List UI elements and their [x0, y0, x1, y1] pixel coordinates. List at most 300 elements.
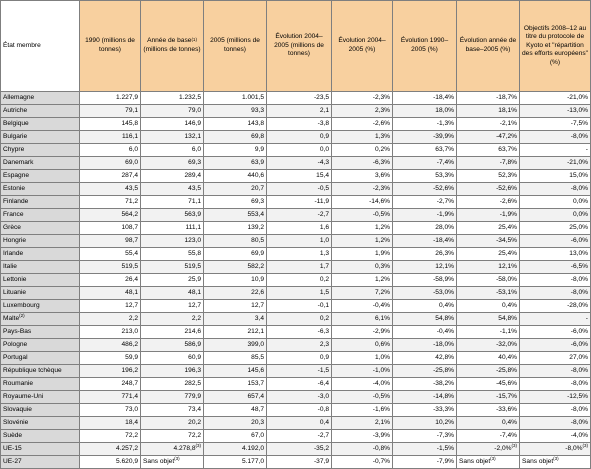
table-cell [393, 339, 457, 352]
table-cell [393, 118, 457, 131]
row-state-name [1, 196, 80, 209]
table-row [1, 170, 591, 183]
cell-value: -8,0% [570, 133, 588, 140]
cell-value: 48,1 [188, 289, 201, 296]
cell-value: 1,2% [374, 276, 390, 283]
row-state-name [1, 443, 80, 456]
cell-value: -0,7% [372, 458, 390, 465]
table-cell [267, 417, 332, 430]
cell-value: 54,8% [498, 315, 517, 322]
cell-value: 143,8 [247, 120, 264, 127]
cell-value: -2,6% [499, 198, 517, 205]
cell-value: 4.192,0 [242, 445, 264, 452]
table-cell [80, 404, 141, 417]
table-cell [204, 248, 267, 261]
cell-value: -1,0% [372, 367, 390, 374]
table-cell [332, 183, 393, 196]
table-row [1, 222, 591, 235]
cell-value: 3,4 [254, 315, 264, 322]
cell-value: 3,6% [374, 172, 390, 179]
table-cell [80, 92, 141, 105]
table-cell [457, 131, 520, 144]
table-cell [267, 287, 332, 300]
table-cell [457, 287, 520, 300]
table-cell [204, 313, 267, 326]
table-cell [204, 118, 267, 131]
cell-value: -15,7% [496, 393, 517, 400]
table-cell [457, 248, 520, 261]
cell-value: 26,4 [125, 276, 138, 283]
state-name-text: Allemagne [3, 94, 35, 101]
table-cell [332, 248, 393, 261]
table-row [1, 365, 591, 378]
table-cell [520, 131, 591, 144]
cell-value: 111,1 [185, 224, 201, 231]
cell-value: 0,9 [319, 133, 329, 140]
table-cell [204, 417, 267, 430]
cell-value: -8,0% [570, 406, 588, 413]
cell-value: -23,5 [313, 94, 329, 101]
table-cell [332, 352, 393, 365]
state-name-text: Slovénie [3, 419, 29, 426]
footnote-marker: (3) [553, 456, 559, 461]
cell-value: -1,9% [436, 211, 454, 218]
cell-value: 69,9 [251, 250, 264, 257]
row-state-name [1, 300, 80, 313]
row-state-name [1, 456, 80, 469]
cell-value: -0,4% [372, 302, 390, 309]
table-cell [80, 430, 141, 443]
table-cell [141, 209, 204, 222]
row-state-name [1, 131, 80, 144]
cell-value: 52,3% [498, 172, 517, 179]
table-cell [80, 196, 141, 209]
state-name-text: Lituanie [3, 289, 27, 296]
table-cell [80, 170, 141, 183]
header-base-label: Année de base [147, 37, 192, 45]
cell-value: 4.257,2 [116, 445, 138, 452]
cell-value: 25,0% [569, 224, 588, 231]
cell-value: -1,3% [436, 120, 454, 127]
cell-value: 5.177,0 [242, 458, 264, 465]
cell-value: -0,8 [317, 406, 329, 413]
cell-value: 214,6 [184, 328, 201, 335]
table-cell [520, 339, 591, 352]
table-cell [204, 170, 267, 183]
state-name-text: Royaume-Uni [3, 393, 44, 400]
table-row [1, 417, 591, 430]
cell-value: 1.232,5 [179, 94, 201, 101]
header-state: État membre [1, 1, 80, 92]
table-cell [204, 378, 267, 391]
table-row [1, 261, 591, 274]
cell-value: 42,8% [435, 354, 454, 361]
cell-value: -7,4% [499, 432, 517, 439]
cell-value: 0,4% [438, 302, 454, 309]
cell-value: 1,6 [319, 224, 329, 231]
table-cell [332, 339, 393, 352]
cell-value: -0,5% [372, 211, 390, 218]
table-cell [267, 352, 332, 365]
cell-value: -6,4 [317, 380, 329, 387]
table-cell [80, 157, 141, 170]
row-state-name [1, 378, 80, 391]
table-cell [204, 404, 267, 417]
cell-value: 0,4 [319, 419, 329, 426]
table-cell [267, 118, 332, 131]
cell-value: -2,3% [372, 185, 390, 192]
table-cell [457, 183, 520, 196]
cell-value: -7,4% [436, 159, 454, 166]
table-cell [393, 430, 457, 443]
cell-value: 2,1 [319, 107, 329, 114]
row-state-name [1, 287, 80, 300]
header-base-unit: (millions de tonnes) [143, 46, 201, 53]
cell-value: 6,0 [128, 146, 138, 153]
table-cell [393, 417, 457, 430]
table-cell [80, 144, 141, 157]
table-cell [80, 248, 141, 261]
table-cell [204, 339, 267, 352]
table-cell [457, 404, 520, 417]
cell-value: 48,7 [251, 406, 264, 413]
cell-value: 153,7 [247, 380, 264, 387]
state-name-text: UE-15 [3, 445, 22, 452]
cell-value: 2,1% [374, 419, 390, 426]
table-cell [393, 326, 457, 339]
cell-value: 12,7 [188, 302, 201, 309]
cell-value: 2,3% [374, 107, 390, 114]
table-cell [267, 170, 332, 183]
cell-value: 55,4 [125, 250, 138, 257]
table-cell [457, 222, 520, 235]
state-name-text: Slovaquie [3, 406, 32, 413]
table-cell [393, 443, 457, 456]
table-row [1, 105, 591, 118]
cell-value: 69,3 [251, 198, 264, 205]
table-cell [520, 274, 591, 287]
table-cell [457, 430, 520, 443]
table-cell [457, 92, 520, 105]
cell-value: -14,8% [433, 393, 454, 400]
cell-value: 54,8% [435, 315, 454, 322]
table-cell [141, 339, 204, 352]
cell-value: -18,4% [433, 94, 454, 101]
row-state-name [1, 404, 80, 417]
table-cell [141, 378, 204, 391]
cell-value: 123,0 [184, 237, 201, 244]
table-cell [80, 352, 141, 365]
cell-value: -52,6% [433, 185, 454, 192]
cell-value: -4,0% [570, 432, 588, 439]
cell-value: -2,1% [499, 120, 517, 127]
table-row [1, 456, 591, 469]
cell-value: -6,0% [570, 328, 588, 335]
cell-value: 1,3 [319, 250, 329, 257]
table-cell [332, 443, 393, 456]
table-cell [204, 235, 267, 248]
cell-value: 55,8 [188, 250, 201, 257]
table-row [1, 235, 591, 248]
cell-value: 12,7 [125, 302, 138, 309]
row-state-name [1, 157, 80, 170]
table-cell [204, 196, 267, 209]
cell-value: 0,0% [572, 211, 588, 218]
table-cell [141, 261, 204, 274]
table-cell [204, 144, 267, 157]
cell-value: 27,0% [569, 354, 588, 361]
cell-value: 4.278,8 [173, 445, 196, 452]
cell-value: -37,9 [313, 458, 329, 465]
table-cell [457, 118, 520, 131]
state-name-text: Pologne [3, 341, 28, 348]
row-state-name [1, 105, 80, 118]
table-row [1, 131, 591, 144]
table-cell [141, 430, 204, 443]
table-cell [267, 131, 332, 144]
table-cell [457, 261, 520, 274]
table-cell [267, 300, 332, 313]
footnote-marker: (1) [191, 37, 197, 43]
cell-value: -0,4% [436, 328, 454, 335]
header-row [1, 1, 591, 92]
cell-value: 6,1% [374, 315, 390, 322]
table-row [1, 352, 591, 365]
table-cell [141, 92, 204, 105]
cell-value: -1,5% [436, 445, 454, 452]
cell-value: 0,2 [319, 276, 329, 283]
table-cell [204, 183, 267, 196]
state-name-text: Pays-Bas [3, 328, 32, 335]
table-row [1, 92, 591, 105]
cell-value: -0,5 [317, 185, 329, 192]
cell-value: -3,9% [372, 432, 390, 439]
state-name-text: Lettonie [3, 276, 27, 283]
table-cell [332, 417, 393, 430]
footnote-marker: (3) [490, 456, 496, 461]
table-cell [80, 274, 141, 287]
table-cell [520, 417, 591, 430]
table-cell [520, 287, 591, 300]
table-cell [393, 378, 457, 391]
table-cell [267, 157, 332, 170]
state-name-text: Luxembourg [3, 302, 40, 309]
cell-value: 20,3 [251, 419, 264, 426]
table-cell [80, 391, 141, 404]
cell-value: 20,7 [251, 185, 264, 192]
table-cell [267, 144, 332, 157]
table-cell [141, 443, 204, 456]
cell-value: -6,3% [372, 159, 390, 166]
cell-value: -7,9% [436, 458, 454, 465]
cell-value: 282,5 [184, 380, 201, 387]
cell-value: 486,2 [121, 341, 138, 348]
row-state-name [1, 144, 80, 157]
table-cell [393, 274, 457, 287]
cell-value: -2,9% [372, 328, 390, 335]
table-cell [267, 365, 332, 378]
cell-value: 43,5 [188, 185, 201, 192]
cell-value: -39,9% [433, 133, 454, 140]
table-cell [393, 144, 457, 157]
cell-value: 69,8 [251, 133, 264, 140]
state-name-text: Malte [3, 315, 20, 322]
table-cell [332, 287, 393, 300]
table-cell [141, 352, 204, 365]
cell-value: 80,5 [251, 237, 264, 244]
table-cell [520, 144, 591, 157]
table-row [1, 209, 591, 222]
cell-value: 9,9 [254, 146, 264, 153]
cell-value: 60,9 [188, 354, 201, 361]
table-cell [80, 105, 141, 118]
table-cell [204, 222, 267, 235]
table-cell [457, 456, 520, 469]
table-cell [204, 443, 267, 456]
cell-value: 146,9 [184, 120, 201, 127]
row-state-name [1, 209, 80, 222]
state-name-text: Portugal [3, 354, 28, 361]
table-cell [332, 404, 393, 417]
table-cell [457, 300, 520, 313]
table-cell [457, 157, 520, 170]
cell-value: 1,0% [374, 354, 390, 361]
table-cell [267, 404, 332, 417]
cell-value: 1,0 [319, 237, 329, 244]
table-cell [141, 391, 204, 404]
row-state-name [1, 183, 80, 196]
table-cell [332, 365, 393, 378]
cell-value: 116,1 [121, 133, 138, 140]
cell-value: -8,0% [570, 276, 588, 283]
cell-value: -2,7 [317, 211, 329, 218]
table-cell [457, 417, 520, 430]
table-cell [267, 92, 332, 105]
table-cell [332, 430, 393, 443]
table-cell [520, 313, 591, 326]
table-cell [332, 235, 393, 248]
cell-value: Sans objet [522, 458, 554, 465]
cell-value: 12,1% [435, 263, 454, 270]
cell-value: -25,8% [496, 367, 517, 374]
table-cell [520, 456, 591, 469]
cell-value: Sans objet [143, 458, 175, 465]
table-cell [80, 417, 141, 430]
cell-value: 132,1 [184, 133, 201, 140]
table-cell [80, 443, 141, 456]
cell-value: 22,6 [251, 289, 264, 296]
table-cell [204, 326, 267, 339]
cell-value: -52,6% [496, 185, 517, 192]
state-name-text: Chypre [3, 146, 25, 153]
table-cell [80, 261, 141, 274]
cell-value: - [585, 315, 588, 322]
cell-value: 563,9 [184, 211, 201, 218]
row-state-name [1, 430, 80, 443]
table-row [1, 248, 591, 261]
row-state-name [1, 235, 80, 248]
cell-value: 53,3% [435, 172, 454, 179]
table-cell [141, 183, 204, 196]
table-row [1, 300, 591, 313]
table-cell [520, 261, 591, 274]
cell-value: 139,2 [247, 224, 264, 231]
table-cell [204, 430, 267, 443]
cell-value: 0,0 [319, 146, 329, 153]
table-body [1, 92, 591, 469]
table-cell [520, 430, 591, 443]
table-cell [80, 222, 141, 235]
table-cell [393, 209, 457, 222]
table-cell [204, 300, 267, 313]
cell-value: 289,4 [184, 172, 201, 179]
cell-value: 0,4% [501, 302, 517, 309]
cell-value: 71,1 [188, 198, 201, 205]
table-cell [267, 261, 332, 274]
cell-value: 0,0% [572, 198, 588, 205]
table-cell [332, 92, 393, 105]
table-cell [141, 274, 204, 287]
row-state-name [1, 326, 80, 339]
cell-value: -8,0% [570, 419, 588, 426]
cell-value: 399,0 [247, 341, 264, 348]
table-cell [267, 430, 332, 443]
cell-value: -1,6% [372, 406, 390, 413]
cell-value: 73,0 [125, 406, 138, 413]
cell-value: -2,7 [317, 432, 329, 439]
cell-value: 771,4 [121, 393, 138, 400]
cell-value: 212,1 [247, 328, 264, 335]
table-row [1, 443, 591, 456]
table-cell [520, 196, 591, 209]
cell-value: -7,8% [499, 159, 517, 166]
cell-value: 69,3 [188, 159, 201, 166]
cell-value: -2,6% [372, 120, 390, 127]
table-cell [332, 222, 393, 235]
table-cell [332, 170, 393, 183]
cell-value: -34,5% [496, 237, 517, 244]
table-cell [141, 417, 204, 430]
state-name-text: Danemark [3, 159, 34, 166]
table-cell [267, 391, 332, 404]
table-cell [204, 287, 267, 300]
table-row [1, 287, 591, 300]
cell-value: 1,2% [374, 237, 390, 244]
cell-value: 440,6 [247, 172, 264, 179]
table-cell [332, 144, 393, 157]
cell-value: -2,0% [494, 445, 512, 452]
table-row [1, 326, 591, 339]
cell-value: 12,7 [251, 302, 264, 309]
table-cell [80, 131, 141, 144]
table-cell [80, 183, 141, 196]
cell-value: 69,0 [125, 159, 138, 166]
cell-value: 2,2 [191, 315, 201, 322]
cell-value: 63,7% [435, 146, 454, 153]
cell-value: 10,2% [435, 419, 454, 426]
cell-value: 0,4% [501, 419, 517, 426]
cell-value: -4,0% [372, 380, 390, 387]
table-cell [393, 235, 457, 248]
table-cell [457, 235, 520, 248]
state-name-text: Hongrie [3, 237, 27, 244]
table-cell [267, 313, 332, 326]
cell-value: 582,2 [247, 263, 264, 270]
table-row [1, 274, 591, 287]
table-cell [393, 404, 457, 417]
cell-value: 108,7 [121, 224, 138, 231]
header-change-1990: Évolution 1990–2005 (%) [393, 1, 457, 92]
